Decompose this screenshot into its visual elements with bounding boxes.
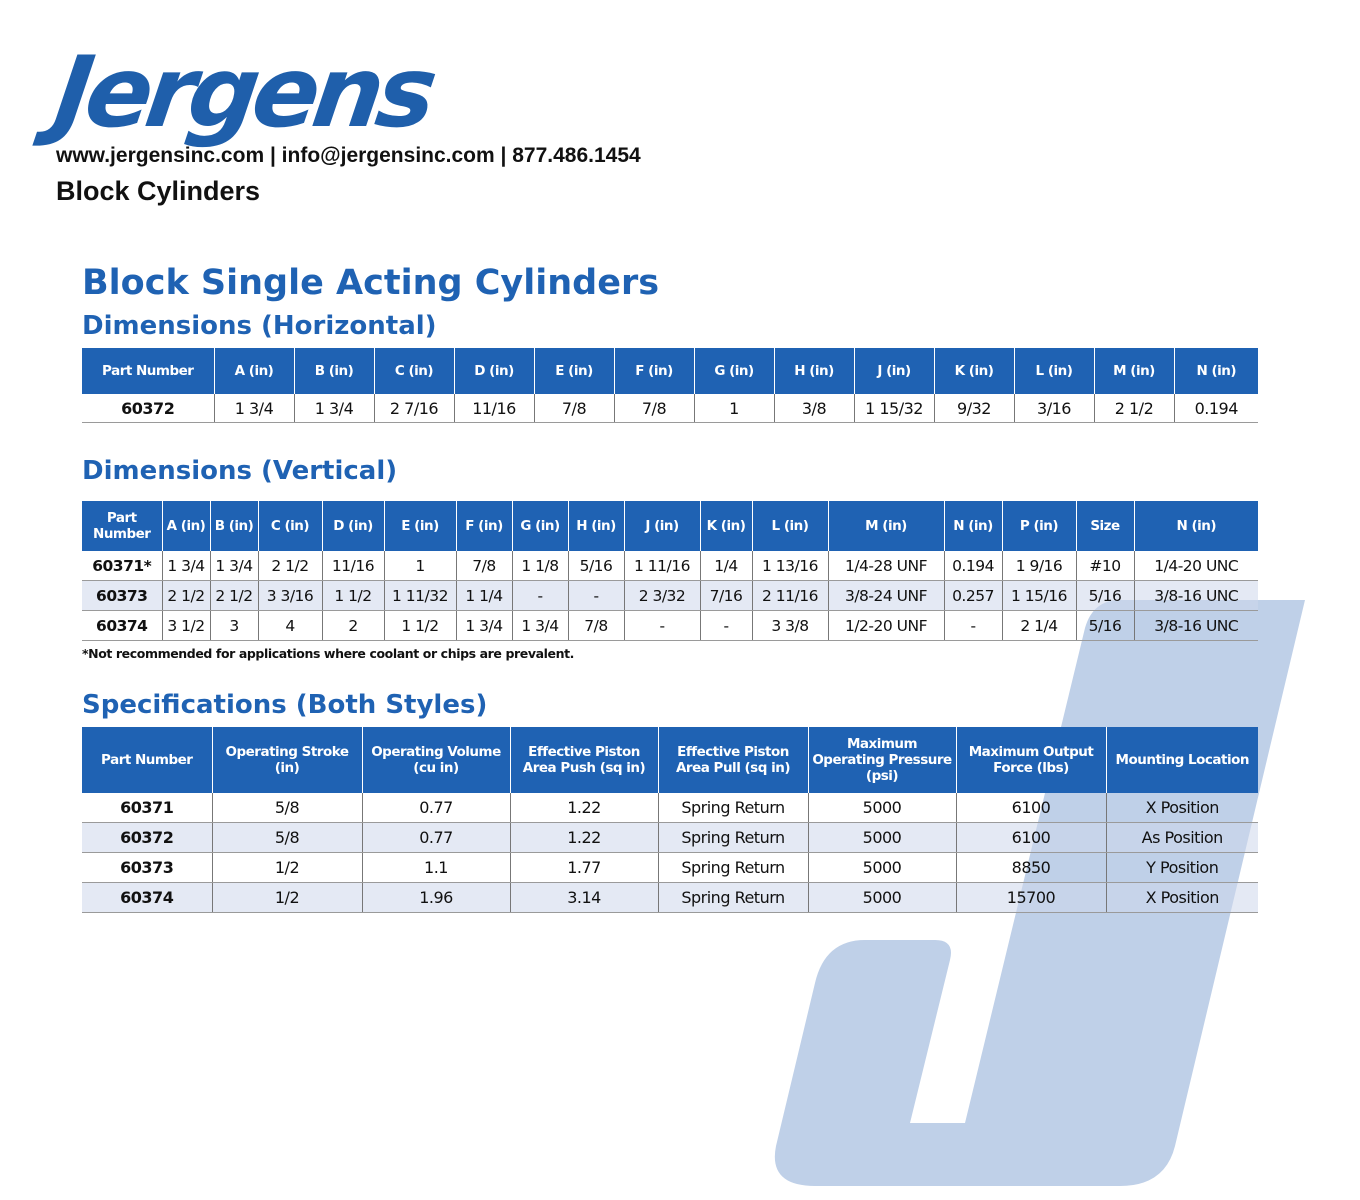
jergens-logo: Jergens [47,36,438,150]
horizontal-dimensions-table [82,348,1258,423]
table-cell: 5/16 [1076,611,1134,641]
column-header: J (in) [854,348,934,394]
part-number-cell: 60373 [82,581,162,611]
column-header: Effective Piston Area Pull (sq in) [658,727,808,793]
column-header: J (in) [624,501,700,551]
table-row [82,551,1258,581]
table-cell: 2 [322,611,384,641]
datasheet [82,258,1258,913]
table-cell: Spring Return [658,823,808,853]
column-header: F (in) [456,501,512,551]
column-header: D (in) [322,501,384,551]
column-header: G (in) [694,348,774,394]
horizontal-heading: Dimensions (Horizontal) [82,311,437,341]
table-cell: 0.257 [944,581,1002,611]
table-cell: 1/2 [212,853,362,883]
column-header: N (in) [1174,348,1258,394]
table-cell: 9/32 [934,394,1014,423]
table-row [82,793,1258,823]
table-cell: 1 3/4 [162,551,210,581]
column-header: H (in) [774,348,854,394]
table-cell: 3/8-16 UNC [1134,611,1258,641]
column-header: P (in) [1002,501,1076,551]
table-cell: Spring Return [658,883,808,913]
table-cell: 3/8-16 UNC [1134,581,1258,611]
table-cell: 3 [210,611,258,641]
column-header: Size [1076,501,1134,551]
column-header: M (in) [1094,348,1174,394]
table-row [82,823,1258,853]
table-row [82,394,1258,423]
specifications-table [82,727,1258,913]
table-cell: 2 11/16 [752,581,828,611]
table-cell: 2 1/2 [1094,394,1174,423]
table-cell: - [568,581,624,611]
column-header: C (in) [258,501,322,551]
table-cell: 1 11/16 [624,551,700,581]
table-cell: 1/4-28 UNF [828,551,944,581]
table-cell: 5/8 [212,793,362,823]
table-cell: 2 1/2 [210,581,258,611]
table-cell: 3 1/2 [162,611,210,641]
column-header: G (in) [512,501,568,551]
table-cell: 1/2 [212,883,362,913]
table-cell: 0.77 [362,823,510,853]
column-header: E (in) [534,348,614,394]
table-cell: 7/8 [456,551,512,581]
table-cell: #10 [1076,551,1134,581]
table-cell: 5000 [808,793,956,823]
column-header: C (in) [374,348,454,394]
document-title: Block Single Acting Cylinders [82,263,660,303]
column-header: K (in) [700,501,752,551]
table-header-row [82,727,1258,793]
table-cell: 5/8 [212,823,362,853]
table-cell: 0.194 [944,551,1002,581]
column-header: Part Number [82,727,212,793]
table-cell: 2 7/16 [374,394,454,423]
table-cell: - [700,611,752,641]
table-cell: 2 1/2 [258,551,322,581]
vertical-dimensions-table [82,501,1258,641]
table-cell: 1 11/32 [384,581,456,611]
column-header: A (in) [162,501,210,551]
table-cell: 5000 [808,823,956,853]
column-header: L (in) [752,501,828,551]
table-cell: 1 3/4 [210,551,258,581]
table-cell: 5/16 [568,551,624,581]
table-header-row [82,348,1258,394]
column-header: F (in) [614,348,694,394]
column-header: M (in) [828,501,944,551]
part-number-cell: 60374 [82,883,212,913]
column-header: H (in) [568,501,624,551]
table-cell: 1 [694,394,774,423]
table-cell: 1.22 [510,823,658,853]
table-cell: 7/16 [700,581,752,611]
table-cell: 1 15/32 [854,394,934,423]
column-header: Part Number [82,348,214,394]
table-cell: 0.77 [362,793,510,823]
page-title: Block Cylinders [56,176,261,206]
table-cell: 1.22 [510,793,658,823]
column-header: E (in) [384,501,456,551]
table-cell: X Position [1106,883,1258,913]
table-cell: 1 1/2 [384,611,456,641]
table-cell: 5/16 [1076,581,1134,611]
part-number-cell: 60371* [82,551,162,581]
table-cell: Spring Return [658,853,808,883]
table-cell: 15700 [956,883,1106,913]
part-number-cell: 60373 [82,853,212,883]
column-header: A (in) [214,348,294,394]
column-header: D (in) [454,348,534,394]
footnote: *Not recommended for applications where coolant or chips are prevalent. [82,646,575,661]
table-cell: 1/4-20 UNC [1134,551,1258,581]
table-cell: 3.14 [510,883,658,913]
table-cell: 1 13/16 [752,551,828,581]
table-cell: Spring Return [658,793,808,823]
table-cell: 2 1/2 [162,581,210,611]
specifications-heading: Specifications (Both Styles) [82,690,488,720]
table-cell: 11/16 [454,394,534,423]
table-cell: 1 3/4 [512,611,568,641]
table-cell: 1 1/8 [512,551,568,581]
table-cell: 1 1/4 [456,581,512,611]
part-number-cell: 60372 [82,823,212,853]
table-cell: 6100 [956,793,1106,823]
column-header: Maximum Output Force (lbs) [956,727,1106,793]
table-cell: 4 [258,611,322,641]
part-number-cell: 60374 [82,611,162,641]
table-cell: As Position [1106,823,1258,853]
table-cell: 11/16 [322,551,384,581]
part-number-cell: 60371 [82,793,212,823]
table-cell: 1 9/16 [1002,551,1076,581]
table-cell: 1 3/4 [294,394,374,423]
table-header-row [82,501,1258,551]
table-cell: - [624,611,700,641]
table-cell: 1 1/2 [322,581,384,611]
contact-line: www.jergensinc.com | info@jergensinc.com | 877.486.1454 [56,144,641,167]
table-cell: 1 3/4 [456,611,512,641]
column-header: K (in) [934,348,1014,394]
table-cell: 1 3/4 [214,394,294,423]
table-cell: 3/8 [774,394,854,423]
table-cell: 3/16 [1014,394,1094,423]
column-header: Maximum Operating Pressure (psi) [808,727,956,793]
column-header: Mounting Location [1106,727,1258,793]
table-cell: 3/8-24 UNF [828,581,944,611]
table-cell: 0.194 [1174,394,1258,423]
table-cell: 2 1/4 [1002,611,1076,641]
table-cell: 1.96 [362,883,510,913]
part-number-cell: 60372 [82,394,214,423]
table-cell: 7/8 [568,611,624,641]
table-cell: 1/2-20 UNF [828,611,944,641]
table-row [82,581,1258,611]
table-row [82,611,1258,641]
table-cell: 6100 [956,823,1106,853]
table-cell: Y Position [1106,853,1258,883]
table-cell: 1.1 [362,853,510,883]
column-header: N (in) [944,501,1002,551]
table-cell: 8850 [956,853,1106,883]
table-cell: 5000 [808,853,956,883]
table-cell: - [944,611,1002,641]
column-header: N (in) [1134,501,1258,551]
table-cell: 2 3/32 [624,581,700,611]
table-cell: X Position [1106,793,1258,823]
column-header: B (in) [294,348,374,394]
table-cell: 7/8 [534,394,614,423]
column-header: L (in) [1014,348,1094,394]
table-row [82,853,1258,883]
column-header: Operating Volume (cu in) [362,727,510,793]
table-cell: - [512,581,568,611]
table-row [82,883,1258,913]
table-cell: 3 3/8 [752,611,828,641]
column-header: B (in) [210,501,258,551]
column-header: Part Number [82,501,162,551]
vertical-heading: Dimensions (Vertical) [82,456,398,486]
table-cell: 1.77 [510,853,658,883]
table-cell: 1 [384,551,456,581]
table-cell: 1 15/16 [1002,581,1076,611]
table-cell: 3 3/16 [258,581,322,611]
table-cell: 5000 [808,883,956,913]
table-cell: 1/4 [700,551,752,581]
table-cell: 7/8 [614,394,694,423]
column-header: Effective Piston Area Push (sq in) [510,727,658,793]
column-header: Operating Stroke (in) [212,727,362,793]
